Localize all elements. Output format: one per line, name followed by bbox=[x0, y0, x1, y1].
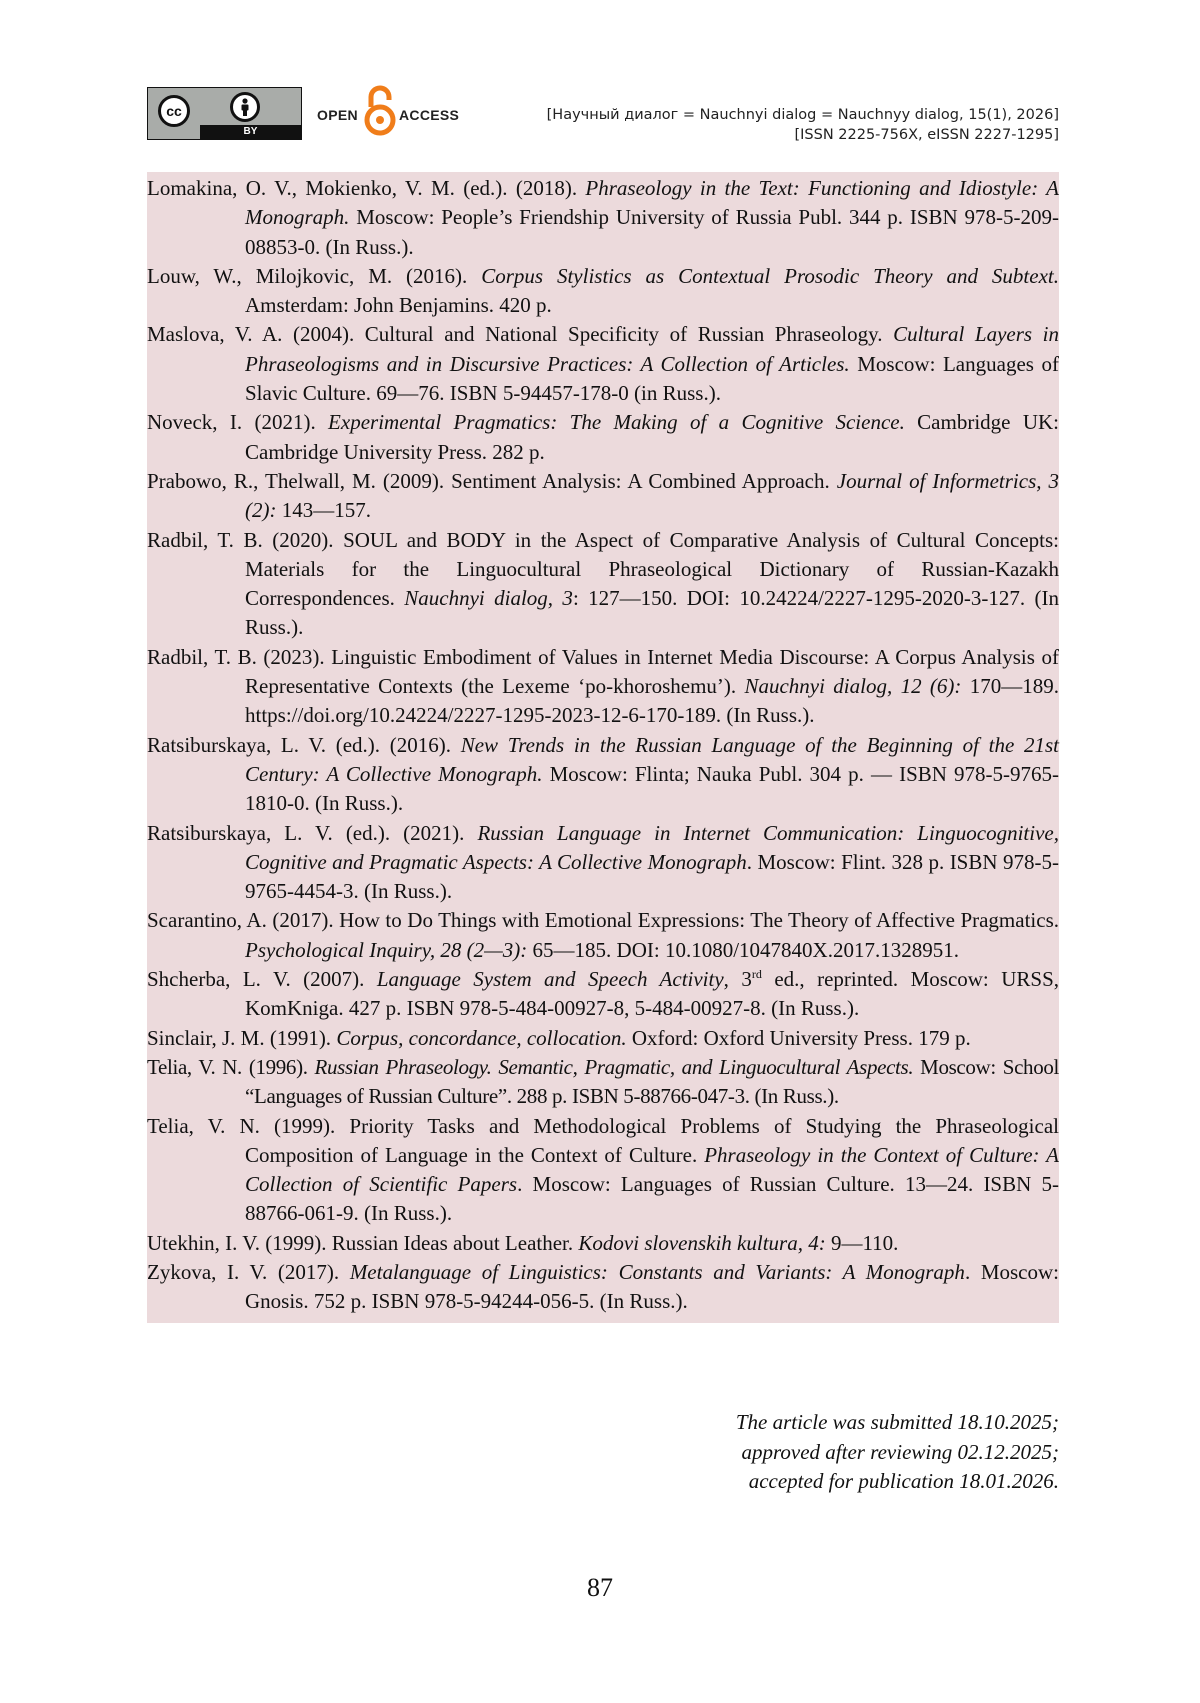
references-list bbox=[147, 172, 1059, 1323]
attribution-person-icon bbox=[230, 92, 260, 122]
by-label: BY bbox=[200, 125, 301, 139]
reference-item: Radbil, T. B. (2023). Linguistic Embodiment of Values in Internet Media Discourse: A Corpus Analysis of Representative Contexts (the Lexeme ‘po-khoroshemu’). Nauchnyi dialog, 12 (6): 170—189. https://doi.org/10.24224/2227-1295-2023-12-6-170-189. (In Russ.). bbox=[147, 644, 1059, 728]
journal-citation bbox=[547, 105, 1059, 145]
approved-date: approved after reviewing 02.12.2025; bbox=[741, 1439, 1059, 1464]
reference-item: Ratsiburskaya, L. V. (ed.). (2021). Russian Language in Internet Communication: Linguocognitive, Cognitive and Pragmatic Aspects: A Collective Monograph. Moscow: Flint. 328 p. ISBN 978-5-9765-4454-3. (In Russ.). bbox=[147, 820, 1059, 904]
reference-item: Maslova, V. A. (2004). Cultural and National Specificity of Russian Phraseology. Cultural Layers in Phraseologisms and in Discursive Practices: A Collection of Articles. Moscow: Languages of Slavic Culture. 69—76. ISBN 5-94457-178-0 (in Russ.). bbox=[147, 322, 1060, 406]
reference-item: Louw, W., Milojkovic, M. (2016). Corpus Stylistics as Contextual Prosodic Theory and Subtext. Amsterdam: John Benjamins. 420 p. bbox=[147, 263, 1059, 318]
reference-item: Noveck, I. (2021). Experimental Pragmatics: The Making of a Cognitive Science. Cambridge UK: Cambridge University Press. 282 p. bbox=[147, 410, 1059, 464]
reference-item: Prabowo, R., Thelwall, M. (2009). Sentiment Analysis: A Combined Approach. Journal of Informetrics, 3 (2): 143—157. bbox=[147, 468, 1060, 523]
submission-dates bbox=[736, 1408, 1059, 1497]
reference-item: Scarantino, A. (2017). How to Do Things with Emotional Expressions: The Theory of Affective Pragmatics. Psychological Inquiry, 28 (2—3): 65—185. DOI: 10.1080/1047840X.2017.1328951. bbox=[147, 908, 1059, 962]
reference-item: Ratsiburskaya, L. V. (ed.). (2016). New Trends in the Russian Language of the Beginning of the 21st Century: A Collective Monograph. Moscow: Flinta; Nauka Publ. 304 p. — ISBN 978-5-9765-1810-0. (In Russ.). bbox=[147, 732, 1059, 816]
journal-title-line: [Научный диалог = Nauchnyi dialog = Nauchnyy dialog, 15(1), 2026] bbox=[546, 107, 1059, 123]
reference-item: Radbil, T. B. (2020). SOUL and BODY in the Aspect of Comparative Analysis of Cultural Concepts: Materials for the Linguocultural Phraseological Dictionary of Russian-Kazakh Correspondences. Nauchnyi dialog, 3: 127—150. DOI: 10.24224/2227-1295-2020-3-127. (In Russ.). bbox=[147, 527, 1060, 640]
open-access-access-text: ACCESS bbox=[399, 107, 460, 123]
page-header bbox=[147, 85, 1059, 145]
open-access-open-text: OPEN bbox=[317, 107, 358, 123]
open-access-logo bbox=[317, 85, 467, 140]
reference-item: Shcherba, L. V. (2007). Language System and Speech Activity, 3rd ed., reprinted. Moscow: URSS, KomKniga. 427 p. ISBN 978-5-484-00927-8, 5-484-00927-8. (In Russ.). bbox=[147, 967, 1059, 1021]
reference-item: Utekhin, I. V. (1999). Russian Ideas about Leather. Kodovi slovenskih kultura, 4: 9—110. bbox=[147, 1230, 899, 1255]
reference-item: Zykova, I. V. (2017). Metalanguage of Linguistics: Constants and Variants: A Monograph. Moscow: Gnosis. 752 p. ISBN 978-5-94244-056-5. (In Russ.). bbox=[147, 1259, 1060, 1314]
reference-item: Telia, V. N. (1996). Russian Phraseology. Semantic, Pragmatic, and Linguocultural Aspects. Moscow: School “Languages of Russian Culture”. 288 p. ISBN 5-88766-047-3. (In Russ.). bbox=[147, 1054, 1059, 1109]
journal-issn-line: [ISSN 2225-756X, eISSN 2227-1295] bbox=[794, 127, 1059, 143]
open-lock-icon bbox=[363, 85, 397, 137]
reference-item: Lomakina, O. V., Mokienko, V. M. (ed.). (2018). Phraseology in the Text: Functioning and Idiostyle: A Monograph. Moscow: People’s Friendship University of Russia Publ. 344 p. ISBN 978-5-209-08853-0. (In Russ.). bbox=[147, 176, 1059, 259]
accepted-date: accepted for publication 18.01.2026. bbox=[748, 1469, 1059, 1493]
cc-icon: cc bbox=[158, 95, 190, 127]
page-number: 87 bbox=[587, 1573, 613, 1602]
reference-item: Telia, V. N. (1999). Priority Tasks and Methodological Problems of Studying the Phraseological Composition of Language in the Context of Culture. Phraseology in the Context of Culture: A Collection of Scientific Papers. Moscow: Languages of Russian Culture. 13—24. ISBN 5-88766-061-9. (In Russ.). bbox=[147, 1113, 1059, 1226]
reference-item: Sinclair, J. M. (1991). Corpus, concordance, collocation. Oxford: Oxford University Press. 179 p. bbox=[147, 1025, 971, 1050]
cc-by-license-icon[interactable] bbox=[147, 87, 302, 140]
submitted-date: The article was submitted 18.10.2025; bbox=[735, 1410, 1059, 1434]
